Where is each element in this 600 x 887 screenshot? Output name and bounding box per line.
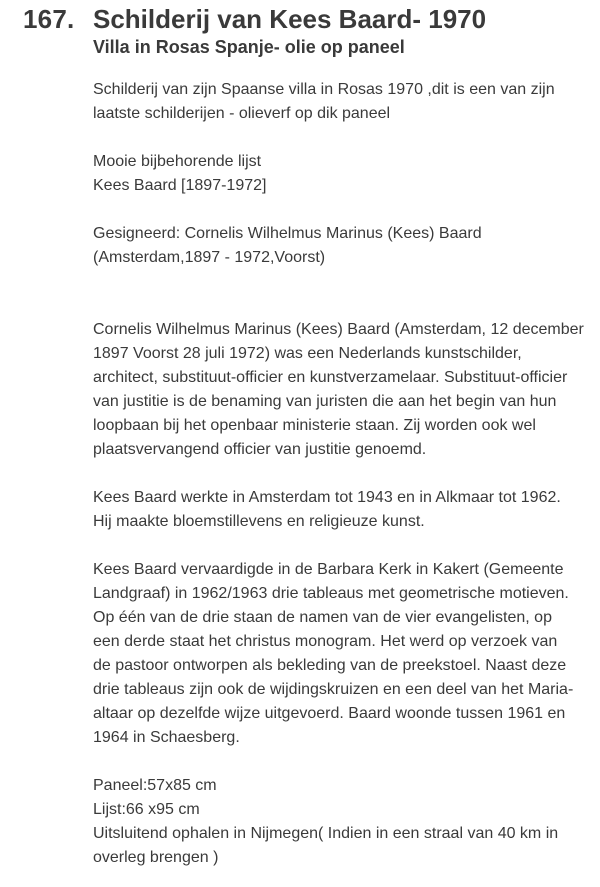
- bio-line: loopbaan bij het openbaar ministerie staan. Zij worden ook wel: [93, 417, 536, 434]
- bio-line: plaatsvervangend officier van justitie genoemd.: [93, 441, 427, 458]
- works-line: 1964 in Schaesberg.: [93, 729, 240, 746]
- pickup-note: overleg brengen ): [93, 849, 219, 866]
- bio-line: architect, substituut-officier en kunstverzamelaar. Substituut-officier: [93, 369, 568, 386]
- bio-paragraph: [93, 318, 593, 462]
- works-line: Landgraaf) in 1962/1963 drie tableaus met geometrische motieven.: [93, 585, 569, 602]
- artist-dates-line: Kees Baard [1897-1972]: [93, 177, 267, 194]
- bio-line: 1897 Voorst 28 juli 1972) was een Nederlands kunstschilder,: [93, 345, 522, 362]
- career-line: Kees Baard werkte in Amsterdam tot 1943 en in Alkmaar tot 1962.: [93, 489, 561, 506]
- lot-description: [93, 78, 593, 870]
- frame-line: Mooie bijbehorende lijst: [93, 153, 262, 170]
- signature-line: (Amsterdam,1897 - 1972,Voorst): [93, 249, 326, 266]
- lot-number: 167.: [23, 4, 75, 34]
- lot-header: [0, 4, 600, 64]
- intro-line: laatste schilderijen - olieverf op dik paneel: [93, 105, 391, 122]
- pickup-note: Uitsluitend ophalen in Nijmegen( Indien in een straal van 40 km in: [93, 825, 559, 842]
- lot-title: Schilderij van Kees Baard- 1970: [93, 4, 487, 34]
- career-line: Hij maakte bloemstillevens en religieuze kunst.: [93, 513, 425, 530]
- frame-size: Lijst:66 x95 cm: [93, 801, 200, 818]
- intro-paragraph: [93, 78, 593, 126]
- bio-line: van justitie is de benaming van juristen die aan het begin van hun: [93, 393, 557, 410]
- works-line: de pastoor ontworpen als bekleding van de preekstoel. Naast deze: [93, 657, 567, 674]
- works-line: drie tableaus zijn ook de wijdingskruizen en een deel van het Maria-: [93, 681, 574, 698]
- lot-subtitle: Villa in Rosas Spanje- olie op paneel: [93, 37, 405, 57]
- works-line: altaar op dezelfde wijze uitgevoerd. Baard woonde tussen 1961 en: [93, 705, 566, 722]
- works-line: Op één van de drie staan de namen van de vier evangelisten, op: [93, 609, 552, 626]
- signature-line: Gesigneerd: Cornelis Wilhelmus Marinus (Kees) Baard: [93, 225, 482, 242]
- frame-paragraph: [93, 150, 593, 198]
- details-paragraph: [93, 774, 593, 870]
- intro-line: Schilderij van zijn Spaanse villa in Rosas 1970 ,dit is een van zijn: [93, 81, 555, 98]
- works-line: Kees Baard vervaardigde in de Barbara Kerk in Kakert (Gemeente: [93, 561, 564, 578]
- panel-size: Paneel:57x85 cm: [93, 777, 217, 794]
- works-paragraph: [93, 558, 593, 750]
- career-paragraph: [93, 486, 593, 534]
- bio-line: Cornelis Wilhelmus Marinus (Kees) Baard (Amsterdam, 12 december: [93, 321, 584, 338]
- works-line: een derde staat het christus monogram. Het werd op verzoek van: [93, 633, 558, 650]
- signature-paragraph: [93, 222, 593, 270]
